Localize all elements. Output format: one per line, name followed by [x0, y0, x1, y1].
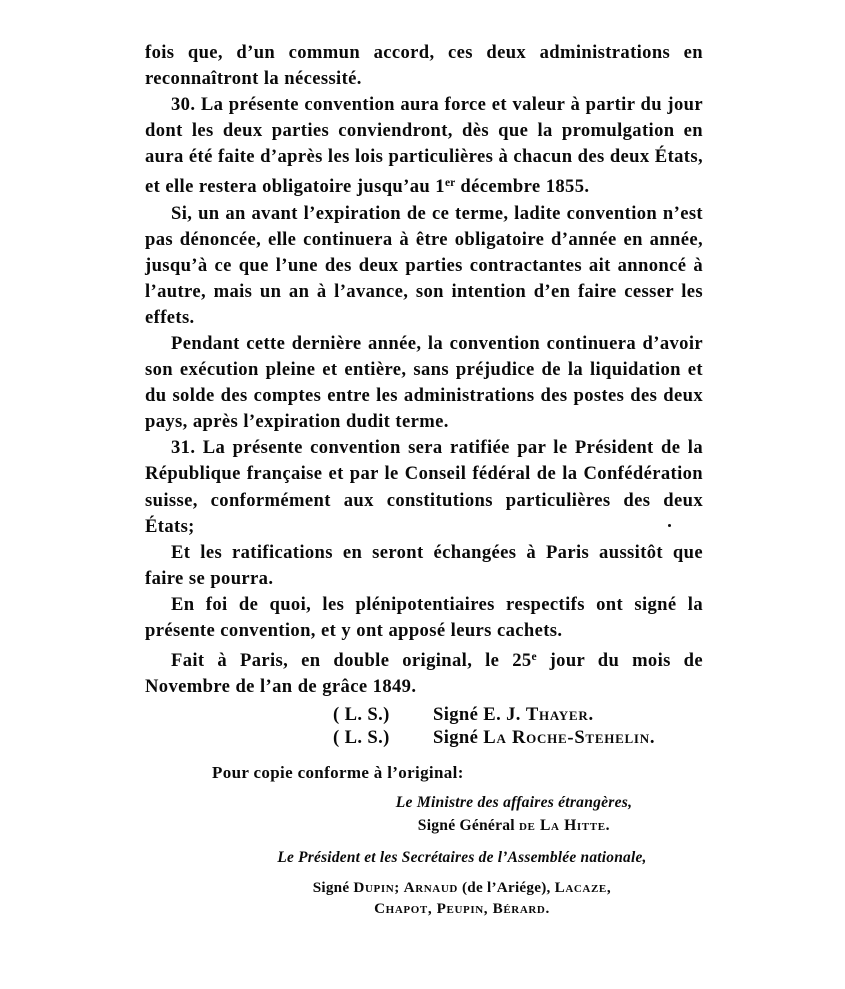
paragraph-ratifications: Et les ratifications en seront échangées à Paris aussitôt que faire se pourra.: [145, 541, 703, 589]
assembly-name-arnaud: Arnaud: [403, 879, 458, 896]
minister-title: Le Ministre des affaires étrangères,: [395, 794, 633, 811]
paragraph-final-year: Pendant cette dernière année, la convention continuera d’avoir son exécution pleine et entière, sans préjudice de la liquidation et du solde des comptes entre les administrations des postes des deux pays, après l’expiration dudit terme.: [145, 333, 703, 433]
signed-label: Signé: [433, 726, 479, 748]
fait-a-paris-text-after-ordinal: jour du mois de Novembre de l’an de grâce 1849.: [145, 650, 704, 698]
signatory-name-la-roche-stehelin: La Roche-Stehelin.: [483, 726, 656, 748]
minister-name-de-la-hitte: de La Hitte.: [518, 817, 611, 834]
paragraph-article-30: [145, 92, 703, 200]
signature-row: [333, 727, 655, 750]
minister-signature-block: [324, 791, 704, 837]
paragraph-en-foi-de-quoi: En foi de quoi, les plénipotentiaires respectifs ont signé la présente convention, et y ont apposé leurs cachets.: [145, 593, 703, 642]
signature-row: [333, 704, 655, 727]
print-speck-artifact: [668, 524, 671, 527]
signed-label: Signé: [433, 704, 479, 725]
fait-a-paris-text-before-ordinal: Fait à Paris, en double original, le 25: [171, 650, 532, 672]
assembly-name-arnaud-qualifier: (de l’Ariége),: [457, 879, 555, 896]
signatory-initials: E. J.: [483, 704, 526, 725]
assembly-title: Le Président et les Secrétaires de l’Assemblée nationale,: [277, 849, 647, 866]
minister-signature-line: [324, 814, 704, 837]
seal-mark-ls: ( L. S.): [333, 726, 390, 748]
signature-block: [333, 704, 655, 749]
minister-signed-prefix: Signé Général: [417, 817, 519, 834]
assembly-name-dupin: Dupin: [353, 879, 395, 896]
assembly-signature-line-1: [222, 878, 702, 899]
text-column: [145, 40, 703, 700]
ordinal-suffix-er: er: [444, 177, 456, 190]
assembly-name-lacaze: Lacaze,: [554, 879, 612, 896]
assembly-signature-block: [222, 847, 702, 919]
assembly-signed-prefix: Signé: [312, 879, 354, 896]
paragraph-fait-a-paris: [145, 644, 703, 700]
article-30-text-after-ordinal: décembre 1855.: [455, 176, 590, 198]
conformity-note: Pour copie conforme à l’original:: [212, 763, 464, 782]
paragraph-denunciation: Si, un an avant l’expiration de ce terme, ladite convention n’est pas dénoncée, elle continuera à être obligatoire d’année en année, jusqu’à ce que l’une des deux parties contractantes ait annoncé à l’autre, mais un an à l’avance, son intention d’en faire cesser les effets.: [145, 202, 703, 328]
assembly-separator-1: ;: [394, 879, 404, 896]
article-30-text-before-ordinal: 30. La présente convention aura force et valeur à partir du jour dont les deux parties conviendront, dès que la promulgation en aura été faite d’après les lois particulières à chacun des deux États, et elle restera obligatoire jusqu’au 1: [145, 94, 703, 198]
signatory-name-thayer: Thayer.: [525, 704, 594, 725]
paragraph-article-31: 31. La présente convention sera ratifiée par le Président de la République française et par le Conseil fédéral de la Confédération suisse, conformément aux constitutions particulières des deux États;: [145, 437, 703, 537]
assembly-signature-line-2: Chapot, Peupin, Bérard.: [374, 899, 550, 917]
ordinal-suffix-e: e: [531, 651, 537, 664]
seal-mark-ls: ( L. S.): [333, 704, 390, 725]
paragraph-continuation: fois que, d’un commun accord, ces deux administrations en reconnaîtront la nécessité.: [145, 42, 703, 90]
